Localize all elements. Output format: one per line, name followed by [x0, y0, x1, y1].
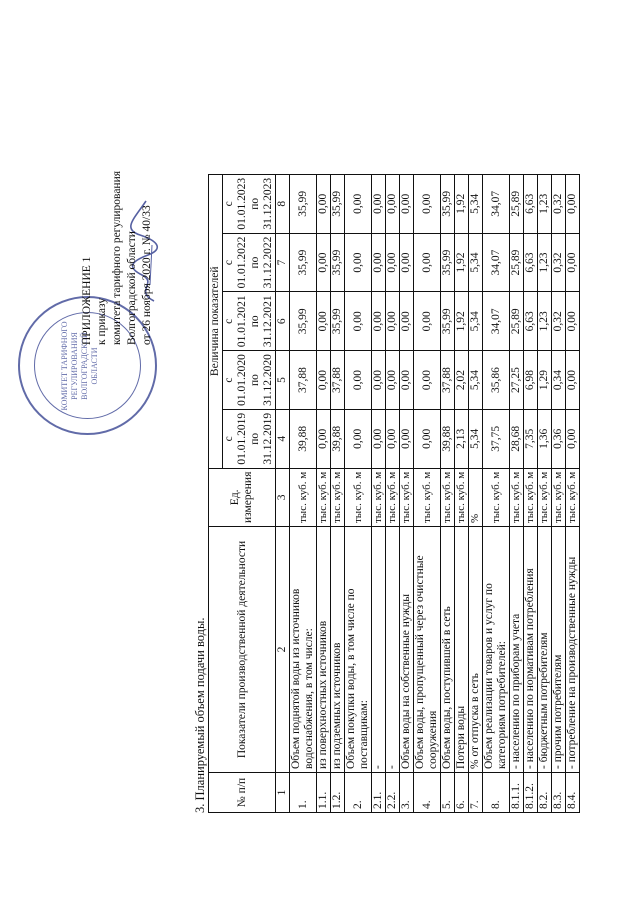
row-value: 0,32 [552, 233, 566, 292]
row-value: 34,07 [483, 174, 510, 233]
row-indicator-name: - населению по нормативам потребления [524, 527, 538, 773]
header-period: с 01.01.2019 по 31.12.2019 [223, 409, 276, 468]
row-value: 25,89 [510, 174, 524, 233]
row-value: 0,36 [552, 409, 566, 468]
row-indicator-name: Объем реализации товаров и услуг по категориям потребителей: [483, 527, 510, 773]
row-value: 35,99 [331, 233, 345, 292]
row-value: 0,00 [414, 233, 441, 292]
row-value: 34,07 [483, 233, 510, 292]
row-value: 0,00 [372, 351, 386, 410]
row-value: 0,00 [345, 409, 372, 468]
column-number: 1 [276, 773, 290, 813]
row-value: 6,98 [524, 351, 538, 410]
row-unit: тыс. куб. м [290, 468, 317, 526]
row-number: 4. [414, 773, 441, 813]
row-number: 1. [290, 773, 317, 813]
row-value: 5,34 [469, 174, 483, 233]
row-value: 1,92 [455, 292, 469, 351]
row-unit: тыс. куб. м [400, 468, 414, 526]
row-indicator-name: из подземных источников [331, 527, 345, 773]
row-unit: тыс. куб. м [331, 468, 345, 526]
row-value: 0,00 [386, 233, 400, 292]
row-value: 0,00 [566, 174, 580, 233]
row-unit: тыс. куб. м [441, 468, 455, 526]
row-value: 0,00 [345, 233, 372, 292]
row-number: 2. [345, 773, 372, 813]
row-value: 2,02 [455, 351, 469, 410]
row-indicator-name: Объем воды, пропущенный через очистные сооружения [414, 527, 441, 773]
table-row [414, 174, 441, 812]
approval-block [80, 15, 155, 345]
table-row [345, 174, 372, 812]
water-supply-plan-table [208, 174, 580, 813]
table-row [317, 174, 331, 812]
row-value: 1,23 [538, 174, 552, 233]
row-indicator-name: - прочим потребителям [552, 527, 566, 773]
row-value: 0,00 [400, 292, 414, 351]
row-number: 1.2. [331, 773, 345, 813]
row-value: 0,32 [552, 174, 566, 233]
row-value: 0,00 [386, 351, 400, 410]
row-value: 5,34 [469, 233, 483, 292]
row-unit: тыс. куб. м [414, 468, 441, 526]
row-number: 8.4. [566, 773, 580, 813]
row-value: 1,23 [538, 292, 552, 351]
table-row [400, 174, 414, 812]
row-unit: тыс. куб. м [455, 468, 469, 526]
header-values-group: Величина показателей [209, 174, 223, 468]
table-row [441, 174, 455, 812]
row-indicator-name: Объем покупки воды, в том числе по поставщикам: [345, 527, 372, 773]
row-value: 35,99 [441, 174, 455, 233]
row-number: 8.1.1. [510, 773, 524, 813]
row-unit: тыс. куб. м [538, 468, 552, 526]
column-number: 6 [276, 292, 290, 351]
header-indicator: Показатели производственной деятельности [209, 527, 276, 773]
row-value: 35,99 [441, 233, 455, 292]
table-row [510, 174, 524, 812]
row-value: 0,00 [345, 292, 372, 351]
row-value: 35,99 [331, 174, 345, 233]
row-value: 5,34 [469, 292, 483, 351]
row-unit: тыс. куб. м [510, 468, 524, 526]
row-value: 0,00 [566, 351, 580, 410]
row-value: 5,34 [469, 409, 483, 468]
row-value: 0,00 [372, 409, 386, 468]
row-value: 0,00 [372, 233, 386, 292]
row-value: 27,25 [510, 351, 524, 410]
row-value: 0,00 [317, 233, 331, 292]
column-number: 2 [276, 527, 290, 773]
column-number: 7 [276, 233, 290, 292]
column-number: 4 [276, 409, 290, 468]
approval-line-1: ПРИЛОЖЕНИЕ 1 [81, 256, 93, 345]
row-value: 1,23 [538, 233, 552, 292]
row-value: 0,00 [317, 174, 331, 233]
row-indicator-name: % от отпуска в сеть [469, 527, 483, 773]
row-number: 3. [400, 773, 414, 813]
table-row [372, 174, 386, 812]
row-value: 0,34 [552, 351, 566, 410]
row-value: 28,68 [510, 409, 524, 468]
row-value: 35,99 [441, 292, 455, 351]
column-number: 8 [276, 174, 290, 233]
row-indicator-name: - бюджетным потребителям [538, 527, 552, 773]
row-value: 35,99 [290, 233, 317, 292]
row-unit: тыс. куб. м [317, 468, 331, 526]
row-value: 0,00 [317, 409, 331, 468]
table-row [538, 174, 552, 812]
row-value: 0,00 [317, 351, 331, 410]
column-number: 3 [276, 468, 290, 526]
row-indicator-name: Потери воды [455, 527, 469, 773]
row-value: 0,00 [400, 409, 414, 468]
row-value: 25,89 [510, 233, 524, 292]
row-value: 6,63 [524, 292, 538, 351]
approval-line-2: к приказу [96, 297, 108, 345]
table-row [469, 174, 483, 812]
section-title: 3. Планируемый объем подачи воды. [193, 617, 207, 813]
row-value: 37,88 [331, 351, 345, 410]
row-indicator-name: - [386, 527, 400, 773]
row-value: 1,29 [538, 351, 552, 410]
row-unit: тыс. куб. м [386, 468, 400, 526]
header-period: с 01.01.2020 по 31.12.2020 [223, 351, 276, 410]
table-row [483, 174, 510, 812]
row-unit: тыс. куб. м [372, 468, 386, 526]
row-number: 1.1. [317, 773, 331, 813]
row-unit: тыс. куб. м [483, 468, 510, 526]
row-unit: тыс. куб. м [345, 468, 372, 526]
row-value: 5,34 [469, 351, 483, 410]
column-number-row [276, 174, 290, 812]
row-value: 0,32 [552, 292, 566, 351]
row-unit: % [469, 468, 483, 526]
row-value: 0,00 [414, 292, 441, 351]
row-value: 0,00 [414, 409, 441, 468]
row-value: 2,13 [455, 409, 469, 468]
row-number: 5. [441, 773, 455, 813]
table-row [524, 174, 538, 812]
header-num: № п/п [209, 773, 276, 813]
row-number: 7. [469, 773, 483, 813]
header-period: с 01.01.2022 по 31.12.2022 [223, 233, 276, 292]
row-number: 8.3. [552, 773, 566, 813]
row-number: 8.2. [538, 773, 552, 813]
row-value: 0,00 [566, 409, 580, 468]
table-row [566, 174, 580, 812]
header-unit: Ед. измерения [209, 468, 276, 526]
row-unit: тыс. куб. м [552, 468, 566, 526]
row-indicator-name: Объем поднятой воды из источников водоснабжения, в том числе: [290, 527, 317, 773]
row-value: 0,00 [386, 292, 400, 351]
row-unit: тыс. куб. м [524, 468, 538, 526]
row-value: 0,00 [386, 174, 400, 233]
table-row [386, 174, 400, 812]
row-value: 0,00 [386, 409, 400, 468]
header-period: с 01.01.2021 по 31.12.2021 [223, 292, 276, 351]
row-indicator-name: Объем воды на собственные нужды [400, 527, 414, 773]
row-value: 25,89 [510, 292, 524, 351]
row-value: 0,00 [317, 292, 331, 351]
table-row [331, 174, 345, 812]
row-value: 34,07 [483, 292, 510, 351]
row-value: 6,63 [524, 174, 538, 233]
seal-center-text: КОМИТЕТ ТАРИФНОГО РЕГУЛИРОВАНИЯ ВОЛГОГРАДСКОЙ ОБЛАСТИ [60, 321, 99, 411]
table-row [290, 174, 317, 812]
row-value: 0,00 [400, 351, 414, 410]
approval-line-5: от 26 ноября 2020 г. № 40/33 [141, 205, 153, 345]
row-value: 0,00 [345, 174, 372, 233]
row-value: 35,99 [331, 292, 345, 351]
row-value: 35,99 [290, 174, 317, 233]
row-unit: тыс. куб. м [566, 468, 580, 526]
row-number: 2.2. [386, 773, 400, 813]
row-value: 37,75 [483, 409, 510, 468]
table-row [552, 174, 566, 812]
row-indicator-name: Объем воды, поступившей в сеть [441, 527, 455, 773]
row-value: 1,36 [538, 409, 552, 468]
row-value: 6,63 [524, 233, 538, 292]
row-value: 0,00 [372, 174, 386, 233]
row-value: 39,88 [331, 409, 345, 468]
row-value: 1,92 [455, 174, 469, 233]
row-indicator-name: - потребление на производственные нужды [566, 527, 580, 773]
approval-line-3: комитета тарифного регулирования [111, 170, 123, 345]
column-number: 5 [276, 351, 290, 410]
row-value: 7,35 [524, 409, 538, 468]
row-value: 37,88 [441, 351, 455, 410]
row-value: 0,00 [414, 174, 441, 233]
approval-line-4: Волгоградской области [126, 231, 138, 345]
row-value: 35,86 [483, 351, 510, 410]
row-value: 37,88 [290, 351, 317, 410]
row-number: 6. [455, 773, 469, 813]
row-indicator-name: из поверхностных источников [317, 527, 331, 773]
row-value: 0,00 [400, 233, 414, 292]
row-value: 0,00 [566, 233, 580, 292]
row-number: 8. [483, 773, 510, 813]
row-value: 0,00 [345, 351, 372, 410]
row-value: 35,99 [290, 292, 317, 351]
row-value: 1,92 [455, 233, 469, 292]
table-row [455, 174, 469, 812]
header-period: с 01.01.2023 по 31.12.2023 [223, 174, 276, 233]
row-value: 39,88 [441, 409, 455, 468]
row-value: 0,00 [414, 351, 441, 410]
row-indicator-name: - [372, 527, 386, 773]
row-value: 0,00 [400, 174, 414, 233]
row-value: 0,00 [372, 292, 386, 351]
row-indicator-name: - населению по приборам учета [510, 527, 524, 773]
row-value: 39,88 [290, 409, 317, 468]
row-number: 2.1. [372, 773, 386, 813]
row-number: 8.1.2. [524, 773, 538, 813]
row-value: 0,00 [566, 292, 580, 351]
